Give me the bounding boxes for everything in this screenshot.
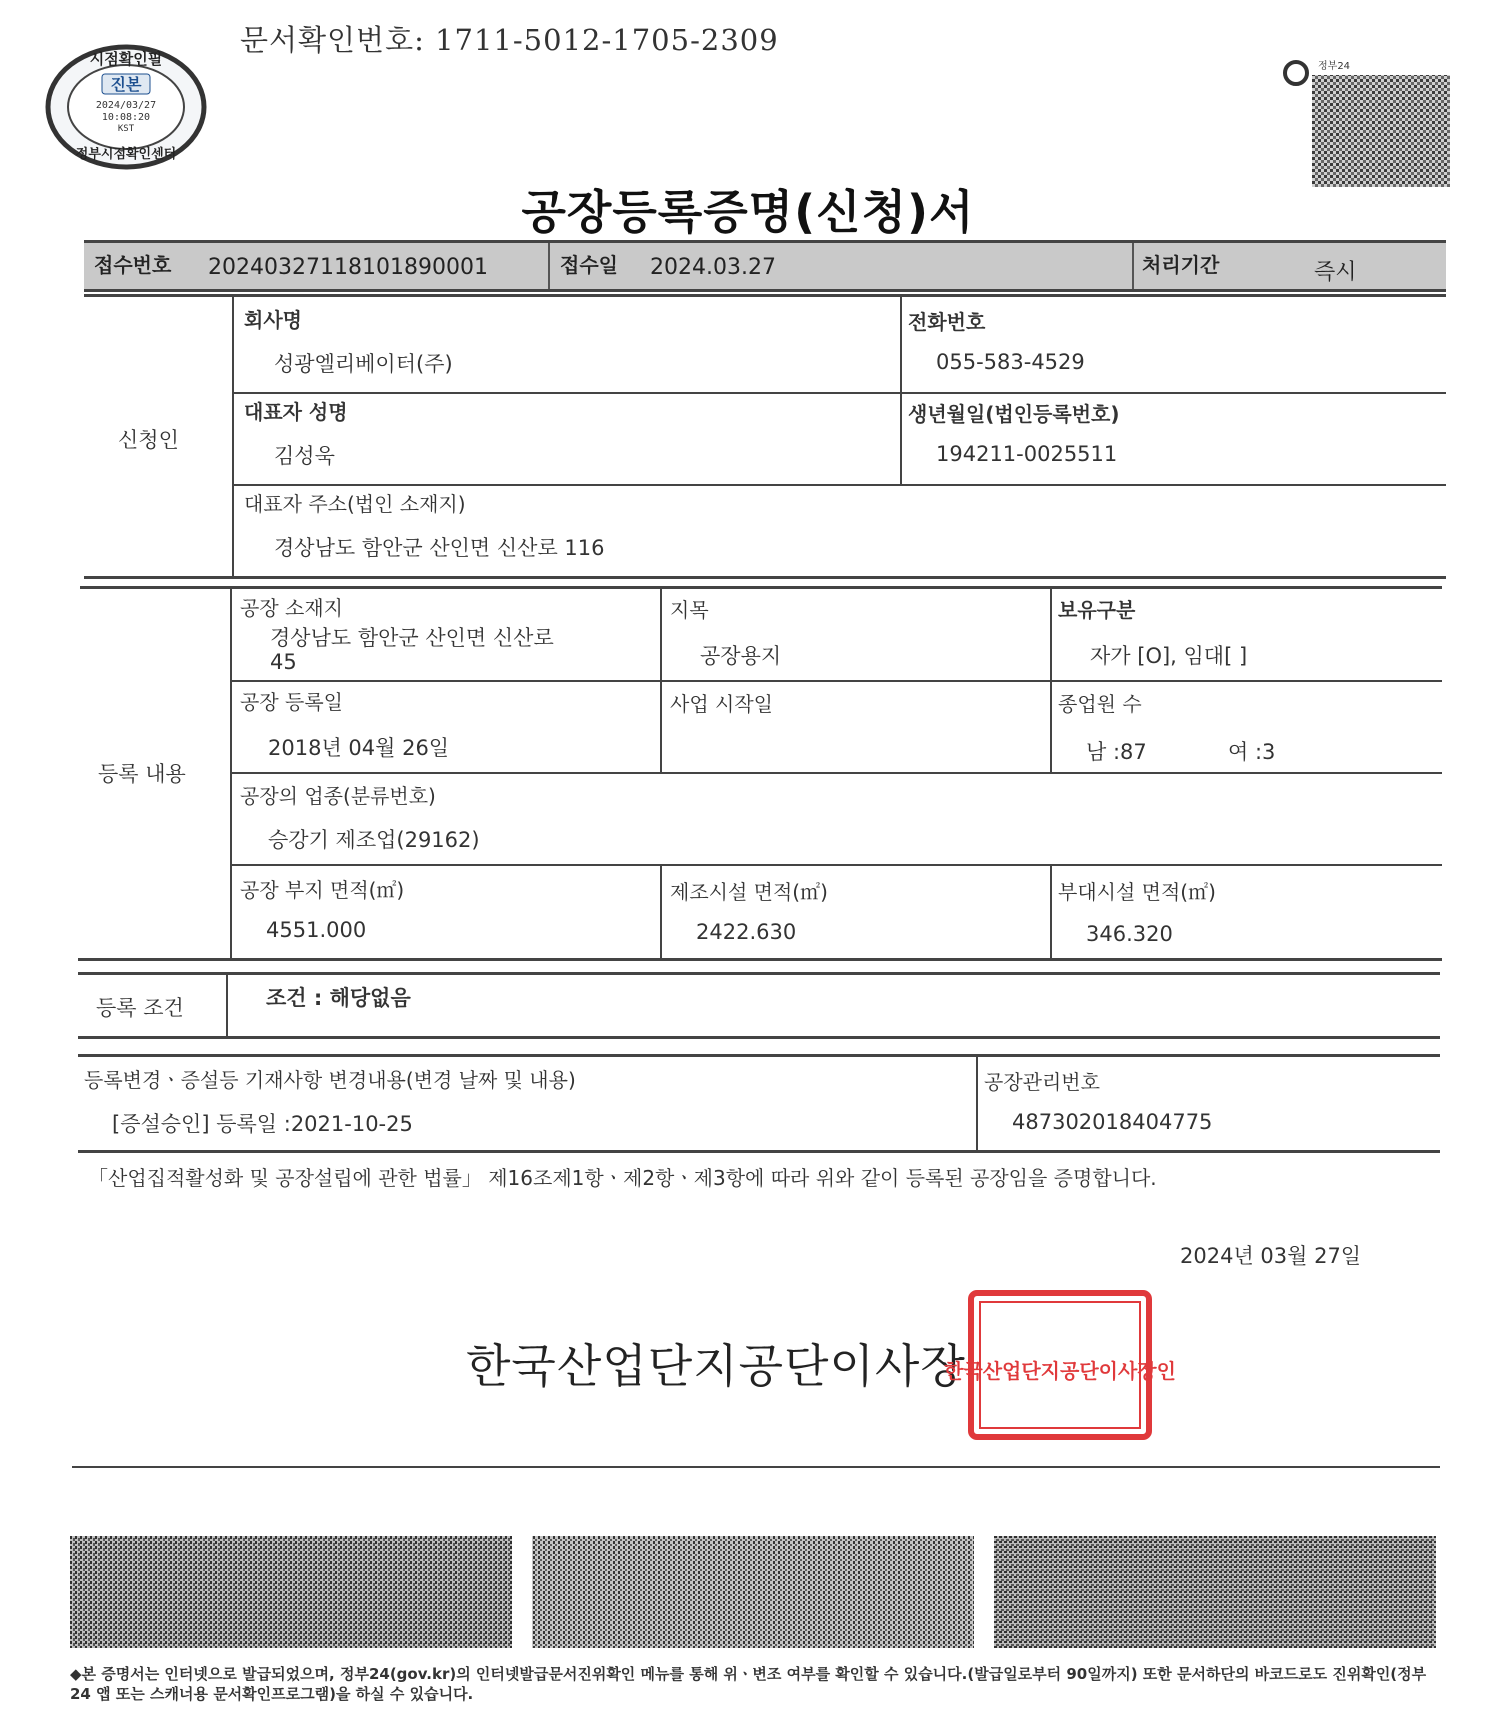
seal-date: 2024/03/27: [95, 100, 157, 111]
issuer-name: 한국산업단지공단이사장: [466, 1339, 966, 1393]
business-start-label: 사업 시작일: [670, 692, 773, 716]
phone-label: 전화번호: [908, 310, 986, 334]
industry: 승강기 제조업(29162): [268, 828, 480, 852]
land-category: 공장용지: [700, 644, 782, 668]
verification-barcode: [532, 1536, 974, 1648]
factory-management-number: 487302018404775: [1012, 1110, 1213, 1134]
seal-bottom-text: 정부시점확인센터: [75, 147, 177, 162]
processing-period: 즉시: [1314, 260, 1357, 285]
applicant-section-label: 신청인: [118, 428, 179, 452]
receipt-date: 2024.03.27: [650, 255, 776, 280]
company-name-label: 회사명: [244, 308, 302, 332]
gov24-qr-code: [1282, 55, 1452, 190]
registration-date: 2018년 04월 26일: [268, 736, 450, 760]
factory-location-label: 공장 소재지: [240, 596, 343, 620]
table-border: [976, 1056, 978, 1152]
site-area-label: 공장 부지 면적(㎡): [240, 878, 405, 902]
site-area: 4551.000: [266, 918, 367, 942]
table-border: [78, 1150, 1440, 1153]
table-border: [84, 576, 1446, 579]
table-border: [84, 294, 1446, 297]
condition-section-label: 등록 조건: [96, 996, 184, 1020]
changes-value: [증설승인] 등록일 :2021-10-25: [112, 1112, 413, 1136]
factory-location-line1: 경상남도 함안군 산인면 신산로: [270, 626, 554, 650]
table-border: [1050, 866, 1052, 958]
company-name: 성광엘리베이터(주): [274, 352, 453, 376]
receipt-date-label: 접수일: [560, 253, 618, 277]
time-stamp-seal: [44, 42, 208, 172]
verification-barcode: [70, 1536, 512, 1648]
employees-male: 남 :87: [1086, 740, 1147, 764]
table-border: [78, 958, 1442, 961]
employees-female: 여 :3: [1228, 740, 1276, 764]
seal-tz: KST: [117, 124, 135, 134]
table-border: [80, 586, 1442, 589]
table-border: [232, 680, 1442, 682]
ownership: 자가 [O], 임대[ ]: [1090, 644, 1248, 668]
ownership-label: 보유구분: [1058, 598, 1136, 622]
manufacturing-area-label: 제조시설 면적(㎡): [670, 880, 828, 904]
registration-condition: 조건 : 해당없음: [266, 986, 411, 1010]
changes-label: 등록변경ㆍ증설등 기재사항 변경내용(변경 날짜 및 내용): [84, 1068, 576, 1092]
receipt-number-label: 접수번호: [94, 253, 172, 277]
representative-label: 대표자 성명: [244, 400, 348, 424]
table-border: [660, 866, 662, 958]
seal-badge: 진본: [110, 75, 142, 94]
table-border: [78, 972, 1440, 975]
document-confirmation-number: 문서확인번호: 1711-5012-1705-2309: [240, 23, 779, 57]
table-border: [234, 484, 1446, 486]
employees-label: 종업원 수: [1058, 692, 1142, 716]
processing-period-label: 처리기간: [1142, 253, 1220, 277]
auxiliary-area-label: 부대시설 면적(㎡): [1058, 880, 1216, 904]
gov24-label: 정부24: [1318, 61, 1351, 72]
stamp-text: 한국산업단지공단이사장인: [944, 1359, 1176, 1383]
factory-location: [270, 626, 554, 674]
table-border: [226, 974, 228, 1036]
footer-notice: ◆본 증명서는 인터넷으로 발급되었으며, 정부24(gov.kr)의 인터넷발급문서진위확인 메뉴를 통해 위ㆍ변조 여부를 확인할 수 있습니다.(발급일로부터 90일까지) 또한 문서하단의 바코드로도 진위확인(정부24 앱 또는 스캐너용 문서확인프로그램)을 하실 수 있습니다.: [70, 1665, 1427, 1703]
birth-number: 194211-0025511: [936, 442, 1118, 466]
manufacturing-area: 2422.630: [696, 920, 797, 944]
address-label: 대표자 주소(법인 소재지): [244, 492, 466, 516]
table-border: [232, 296, 234, 576]
table-border: [78, 1036, 1440, 1039]
phone-number: 055-583-4529: [936, 350, 1085, 374]
issue-date: 2024년 03월 27일: [1180, 1244, 1362, 1268]
auxiliary-area: 346.320: [1086, 922, 1173, 946]
receipt-number: 20240327118101890001: [208, 255, 488, 280]
certification-statement: 「산업집적활성화 및 공장설립에 관한 법률」 제16조제1항ㆍ제2항ㆍ제3항에 따라 위와 같이 등록된 공장임을 증명합니다.: [88, 1166, 1157, 1190]
table-border: [234, 392, 1446, 394]
factory-location-line2: 45: [270, 650, 297, 674]
receipt-bar: [84, 240, 1446, 292]
industry-label: 공장의 업종(분류번호): [240, 784, 436, 808]
seal-time: 10:08:20: [101, 112, 151, 123]
receipt-separator: [548, 243, 550, 289]
registration-section-label: 등록 내용: [98, 762, 186, 786]
registration-date-label: 공장 등록일: [240, 690, 343, 714]
verification-barcode: [994, 1536, 1436, 1648]
land-category-label: 지목: [670, 598, 709, 622]
official-red-stamp: [944, 1290, 1176, 1440]
birth-label: 생년월일(법인등록번호): [908, 402, 1120, 426]
representative-name: 김성욱: [274, 444, 335, 468]
page-title: 공장등록증명(신청)서: [521, 185, 975, 239]
table-border: [78, 1054, 1440, 1057]
seal-top-text: 시점확인필: [89, 50, 163, 68]
representative-address: 경상남도 함안군 산인면 신산로 116: [274, 536, 605, 560]
factory-management-number-label: 공장관리번호: [984, 1070, 1100, 1094]
bottom-divider: [72, 1466, 1440, 1468]
table-border: [900, 296, 902, 484]
table-border: [232, 772, 1442, 774]
receipt-separator: [1132, 243, 1134, 289]
table-border: [232, 864, 1442, 866]
